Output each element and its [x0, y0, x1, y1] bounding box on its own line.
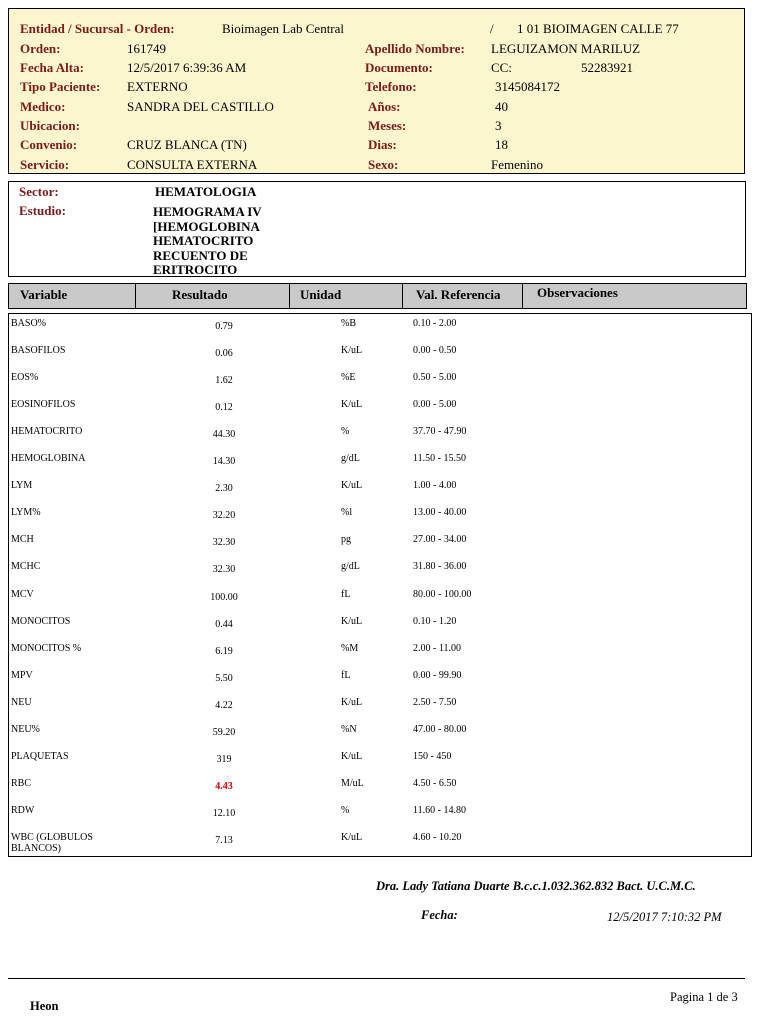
column-header-label: Variable: [20, 287, 68, 302]
result-value: 1.62: [215, 375, 233, 387]
documento-label: Documento:: [365, 60, 433, 75]
result-unit: %B: [341, 318, 356, 329]
result-reference: 0.50 - 5.00: [413, 372, 457, 384]
result-reference: 11.50 - 15.50: [413, 453, 466, 465]
result-reference: 27.00 - 34.00: [413, 534, 467, 546]
anos-value: 40: [495, 99, 508, 114]
result-unit: %E: [341, 372, 356, 384]
table-row: [9, 478, 751, 505]
table-row: [9, 614, 751, 641]
result-unit: fL: [341, 669, 351, 681]
result-value: 5.50: [215, 672, 233, 684]
tipo-paciente-label: Tipo Paciente:: [20, 79, 101, 94]
result-unit: K/uL: [341, 399, 363, 411]
result-reference: 0.10 - 1.20: [413, 615, 457, 627]
result-variable: MCHC: [11, 561, 41, 573]
result-reference: 4.50 - 6.50: [413, 777, 457, 789]
result-reference: 47.00 - 80.00: [413, 723, 467, 735]
table-row: [9, 830, 751, 857]
apellido-value: LEGUIZAMON MARILUZ: [491, 41, 641, 56]
estudio-line: RECUENTO DE: [153, 247, 248, 263]
result-unit: %: [341, 804, 350, 816]
results-table: [8, 313, 752, 857]
column-header-observaciones: [522, 283, 747, 309]
documento-type: CC:: [491, 60, 512, 75]
patient-header: [8, 8, 745, 174]
result-value: 59.20: [212, 726, 236, 738]
table-row: [9, 803, 751, 830]
table-row: [9, 505, 751, 532]
column-header-label: Val. Referencia: [416, 287, 501, 302]
result-unit: g/dL: [341, 453, 360, 465]
result-variable: MONOCITOS: [11, 615, 71, 627]
result-variable: PLAQUETAS: [11, 750, 69, 762]
estudio-line: ERITROCITO: [153, 262, 238, 277]
sexo-value: Femenino: [491, 157, 543, 172]
sector-label: Sector:: [19, 184, 59, 199]
result-unit: K/uL: [341, 750, 363, 762]
result-value: 4.22: [215, 699, 233, 711]
result-reference: 0.00 - 0.50: [413, 345, 457, 357]
result-variable: WBC (GLOBULOS BLANCOS): [11, 831, 93, 854]
medico-label: Medico:: [20, 99, 66, 114]
result-unit: K/uL: [341, 480, 363, 492]
ubicacion-label: Ubicacion:: [20, 118, 80, 133]
report-date-label: Fecha:: [421, 908, 458, 922]
table-row: [9, 424, 751, 451]
result-value: 7.13: [215, 834, 233, 846]
result-reference: 2.00 - 11.00: [413, 642, 461, 654]
result-unit: fL: [341, 588, 351, 600]
result-reference: 37.70 - 47.90: [413, 426, 467, 438]
column-header-label: Unidad: [300, 287, 342, 302]
result-variable: HEMATOCRITO: [11, 426, 83, 438]
result-reference: 4.60 - 10.20: [413, 831, 462, 843]
result-value: 0.79: [215, 321, 233, 332]
result-value: 2.30: [215, 483, 233, 495]
estudio-line: [HEMOGLOBINA: [153, 218, 260, 234]
result-value: 319: [216, 753, 232, 765]
result-unit: K/uL: [341, 696, 363, 708]
dias-label: Dias:: [368, 137, 397, 152]
table-row: [9, 343, 751, 370]
page-number: Pagina 1 de 3: [670, 990, 738, 1004]
result-value: 6.19: [215, 645, 233, 657]
result-variable: RBC: [11, 777, 32, 789]
result-value: 32.30: [212, 564, 236, 576]
table-row: [9, 451, 751, 478]
result-value: 44.30: [212, 429, 236, 441]
result-value: 32.30: [212, 537, 236, 549]
telefono-value: 3145084172: [495, 79, 560, 94]
column-header-resultado: [135, 283, 290, 309]
result-value: 32.20: [212, 510, 236, 522]
column-header-label: Observaciones: [537, 285, 618, 300]
result-variable: MONOCITOS %: [11, 642, 82, 654]
apellido-label: Apellido Nombre:: [365, 41, 465, 56]
orden-label: Orden:: [20, 41, 61, 56]
column-header-referencia: [402, 283, 523, 309]
table-row: [9, 776, 751, 803]
result-reference: 31.80 - 36.00: [413, 561, 467, 573]
result-unit: K/uL: [341, 615, 363, 627]
anos-label: Años:: [368, 99, 401, 114]
medico-value: SANDRA DEL CASTILLO: [127, 99, 274, 114]
result-variable: NEU: [11, 696, 32, 708]
column-header-label: Resultado: [172, 287, 228, 302]
sede-value: 1 01 BIOIMAGEN CALLE 77: [517, 21, 679, 36]
result-unit: %M: [341, 642, 359, 654]
result-variable: LYM: [11, 480, 33, 492]
result-reference: 80.00 - 100.00: [413, 588, 472, 600]
estudio-list: [153, 205, 262, 278]
result-variable: BASOFILOS: [11, 345, 66, 357]
fecha-alta-value: 12/5/2017 6:39:36 AM: [127, 60, 247, 75]
entidad-value: Bioimagen Lab Central: [222, 21, 345, 36]
servicio-value: CONSULTA EXTERNA: [127, 157, 258, 172]
convenio-label: Convenio:: [20, 137, 78, 152]
table-row: [9, 722, 751, 749]
signature: Dra. Lady Tatiana Duarte B.c.c.1.032.362.832 Bact. U.C.M.C.: [376, 879, 696, 893]
table-row: [9, 397, 751, 424]
table-row: [9, 559, 751, 586]
table-row: [9, 695, 751, 722]
table-row: [9, 641, 751, 668]
result-unit: M/uL: [341, 777, 364, 789]
result-unit: g/dL: [341, 561, 360, 573]
table-row: [9, 668, 751, 695]
study-box: [8, 181, 746, 277]
result-variable: LYM%: [11, 507, 41, 519]
sede-separator: /: [490, 21, 494, 36]
result-value: 12.10: [212, 807, 236, 819]
convenio-value: CRUZ BLANCA (TN): [127, 137, 247, 152]
orden-value: 161749: [127, 41, 166, 56]
result-value: 4.43: [215, 780, 233, 792]
result-value: 0.44: [215, 618, 233, 630]
result-reference: 0.00 - 5.00: [413, 399, 457, 411]
meses-value: 3: [495, 118, 502, 133]
result-value: 14.30: [212, 456, 236, 468]
dias-value: 18: [495, 137, 508, 152]
documento-number: 52283921: [581, 60, 633, 75]
result-reference: 11.60 - 14.80: [413, 804, 466, 816]
result-variable: EOS%: [11, 372, 39, 384]
column-header-unidad: [289, 283, 403, 309]
result-variable: MCH: [11, 534, 34, 546]
result-unit: %: [341, 426, 350, 438]
result-variable: RDW: [11, 804, 35, 816]
estudio-line: HEMOGRAMA IV: [153, 204, 262, 219]
result-variable: BASO%: [11, 318, 47, 329]
estudio-line: HEMATOCRITO: [153, 233, 254, 248]
result-reference: 1.00 - 4.00: [413, 480, 457, 492]
sector-value: HEMATOLOGIA: [155, 184, 257, 199]
result-unit: %N: [341, 723, 357, 735]
entidad-label: Entidad / Sucursal - Orden:: [20, 21, 175, 36]
result-reference: 0.10 - 2.00: [413, 318, 457, 329]
result-unit: pg: [341, 534, 351, 546]
servicio-label: Servicio:: [20, 157, 70, 172]
estudio-label: Estudio:: [19, 203, 66, 218]
result-variable: HEMOGLOBINA: [11, 453, 86, 465]
footer-divider: [8, 978, 745, 979]
result-variable: MCV: [11, 588, 34, 600]
table-row: [9, 587, 751, 614]
sexo-label: Sexo:: [368, 157, 399, 172]
result-unit: K/uL: [341, 345, 363, 357]
result-value: 0.12: [215, 402, 233, 414]
table-row: [9, 370, 751, 397]
table-row: [9, 532, 751, 559]
telefono-label: Telefono:: [365, 79, 417, 94]
result-variable: MPV: [11, 669, 33, 681]
result-reference: 2.50 - 7.50: [413, 696, 457, 708]
result-unit: %l: [341, 507, 353, 519]
result-value: 0.06: [215, 348, 233, 360]
result-value: 100.00: [210, 591, 238, 603]
report-date-value: 12/5/2017 7:10:32 PM: [607, 910, 722, 924]
table-row: [9, 316, 751, 343]
meses-label: Meses:: [368, 118, 407, 133]
result-variable: NEU%: [11, 723, 40, 735]
result-reference: 13.00 - 40.00: [413, 507, 467, 519]
author-initials: Heon: [30, 999, 59, 1013]
result-reference: 150 - 450: [413, 750, 452, 762]
tipo-paciente-value: EXTERNO: [127, 79, 188, 94]
table-row: [9, 749, 751, 776]
fecha-alta-label: Fecha Alta:: [20, 60, 84, 75]
column-header-variable: [8, 283, 136, 309]
result-variable: EOSINOFILOS: [11, 399, 76, 411]
result-unit: K/uL: [341, 831, 363, 843]
result-reference: 0.00 - 99.90: [413, 669, 462, 681]
